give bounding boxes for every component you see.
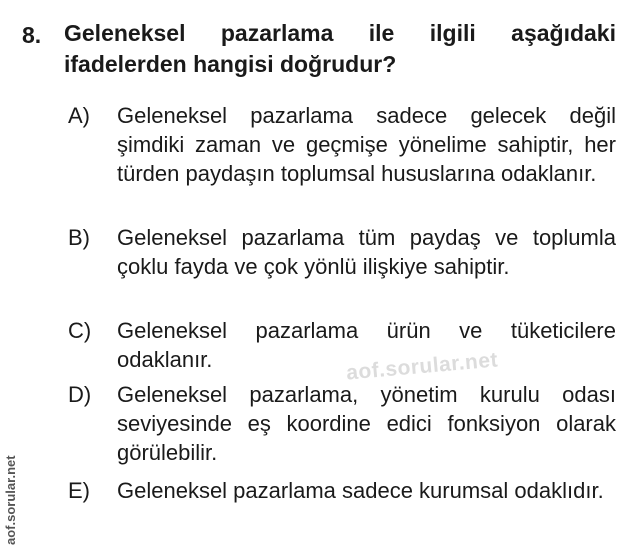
option-letter: D) xyxy=(68,382,92,407)
option-letter: E) xyxy=(68,478,90,503)
option-text: Geleneksel pazarlama tüm paydaş ve toplumla çoklu fayda ve çok yönlü ilişkiye sahiptir. xyxy=(117,225,616,279)
question-number: 8. xyxy=(22,22,42,48)
watermark-center: aof.sorular.net xyxy=(345,348,499,385)
option-letter: A) xyxy=(68,103,90,128)
option-letter: C) xyxy=(68,318,92,343)
option-text: Geleneksel pazarlama sadece gelecek değil şimdiki zaman ve geçmişe yönelime sahiptir, her türden paydaşın toplumsal hususlarına odaklanır. xyxy=(117,103,616,186)
option-text: Geleneksel pazarlama, yönetim kurulu odası seviyesinde eş koordine edici fonksiyon olarak görülebilir. xyxy=(117,382,616,465)
question-text: Geleneksel pazarlama ile ilgili aşağıdaki ifadelerden hangisi doğrudur? xyxy=(64,20,616,77)
option-letter: B) xyxy=(68,225,90,250)
watermark-side: aof.sorular.net xyxy=(3,455,18,545)
option-text: Geleneksel pazarlama ürün ve tüketicilere odaklanır. xyxy=(117,318,616,372)
option-text: Geleneksel pazarlama sadece kurumsal odaklıdır. xyxy=(117,478,604,503)
